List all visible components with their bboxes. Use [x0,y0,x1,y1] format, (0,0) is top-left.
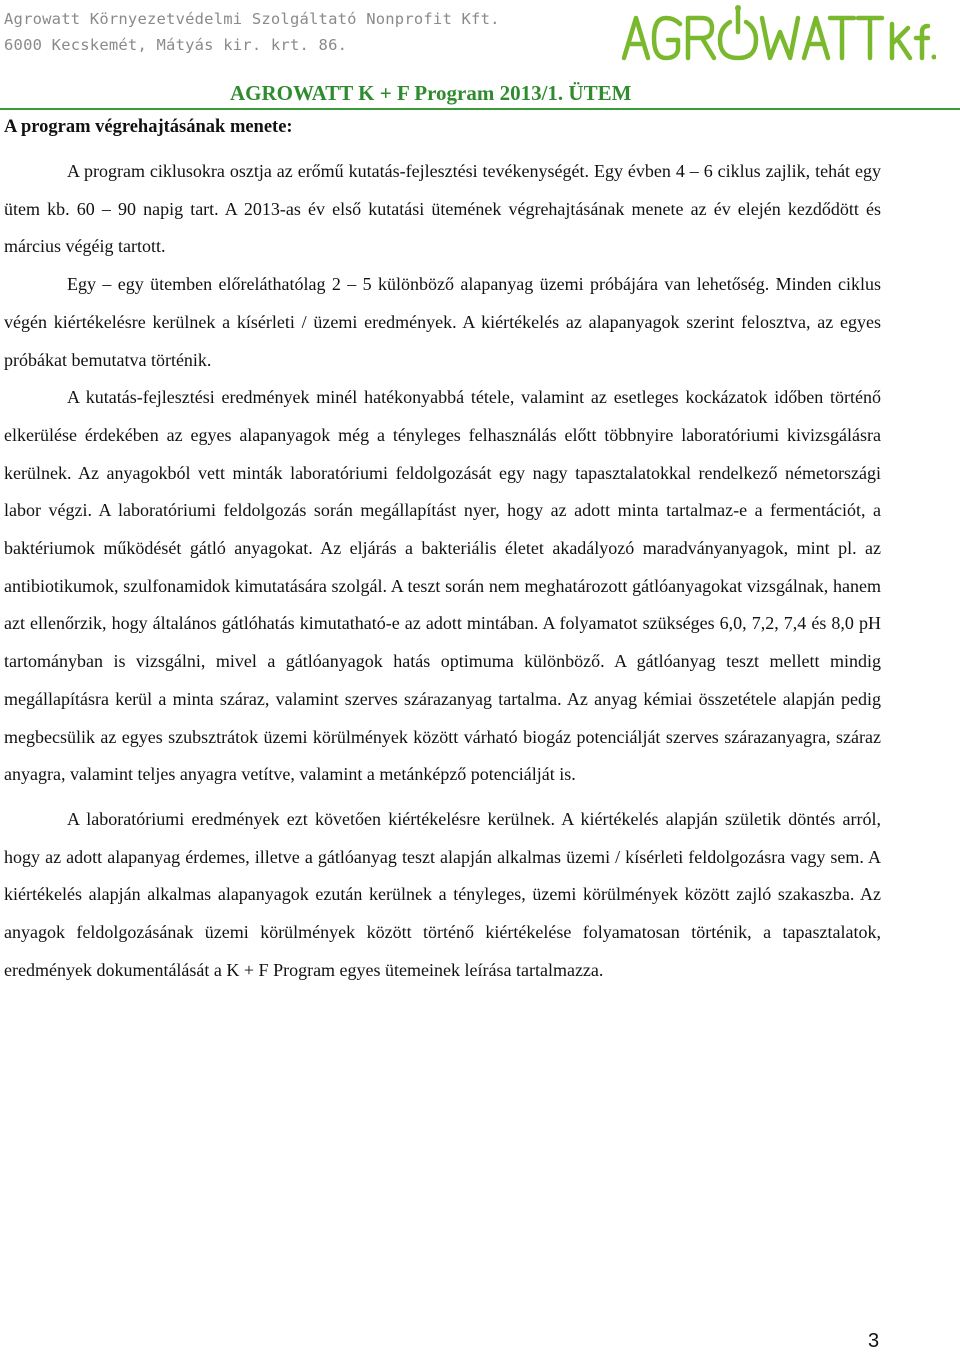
program-title: AGROWATT K + F Program 2013/1. ÜTEM [230,81,632,105]
company-address: 6000 Kecskemét, Mátyás kir. krt. 86. [4,36,348,54]
paragraph-3: A kutatás-fejlesztési eredmények minél hatékonyabbá tétele, valamint az esetleges kockázatok időben történő elkerülése érdekében az egyes alapanyagok még a tényleges felhasználás előtt többnyire laboratóriumi kivizsgálásra kerülnek. Az anyagokból vett minták laboratóriumi feldolgozását egy nagy tapasztalatokkal rendelkező németországi labor végzi. A laboratóriumi feldolgozás során megállapítást nyer, hogy az adott minta tartalmaz-e a fermentációt, a baktériumok működését gátló anyagokat. Az eljárás a bakteriális életet akadályozó maradványanyagok, mint pl. az antibiotikumok, szulfonamidok kimutatására szolgál. A teszt során nem meghatározott gátlóanyagokat vizsgálnak, hanem azt ellenőrzik, hogy általános gátlóhatás kimutatható-e az adott mintában. A folyamatot szükséges 6,0, 7,2, 7,4 és 8,0 pH tartományban is vizsgálni, mivel a gátlóanyagok hatás optimuma különböző. A gátlóanyag teszt mellett mindig megállapításra kerül a minta száraz, valamint szerves szárazanyag tartalma. Az anyag kémiai összetétele alapján pedig megbecsülik az egyes szubsztrátok üzemi körülmények között várható biogáz potenciálját szerves szárazanyagra, száraz anyagra, valamint teljes anyagra vetítve, valamint a metánképző potenciálját is. [4,387,881,785]
section-heading: A program végrehajtásának menete: [4,117,293,137]
agrowatt-logo [618,2,936,64]
page-number: 3 [868,1330,880,1352]
paragraph-4: A laboratóriumi eredmények ezt követően kiértékelésre kerülnek. A kiértékelés alapján születik döntés arról, hogy az adott alapanyag érdemes, illetve a gátlóanyag teszt alapján alkalmas üzemi / kísérleti feldolgozásra vagy sem. A kiértékelés alapján alkalmas alapanyagok ezután kerülnek a tényleges, üzemi körülmények között zajló szakaszba. Az anyagok feldolgozásának üzemi körülmények között történő kiértékelése folyamatosan történik, a tapasztalatok, eredmények dokumentálását a K + F Program egyes ütemeinek leírása tartalmazza. [4,808,881,980]
company-address-block [4,6,500,58]
header-divider [0,108,960,110]
company-name: Agrowatt Környezetvédelmi Szolgáltató Nonprofit Kft. [4,10,500,28]
body-text [4,153,881,989]
paragraph-2: Egy – egy ütemben előreláthatólag 2 – 5 különböző alapanyag üzemi próbájára van lehetőség. Minden ciklus végén kiértékelésre kerülnek a kísérleti / üzemi eredmények. A kiértékelés az alapanyagok szerint felosztva, az egyes próbákat bemutatva történik. [4,274,881,370]
paragraph-1: A program ciklusokra osztja az erőmű kutatás-fejlesztési tevékenységét. Egy évben 4 – 6 ciklus zajlik, tehát egy ütem kb. 60 – 90 napig tart. A 2013-as év első kutatási ütemének végrehajtásának menete az év elején kezdődött és március végéig tartott. [4,161,881,257]
